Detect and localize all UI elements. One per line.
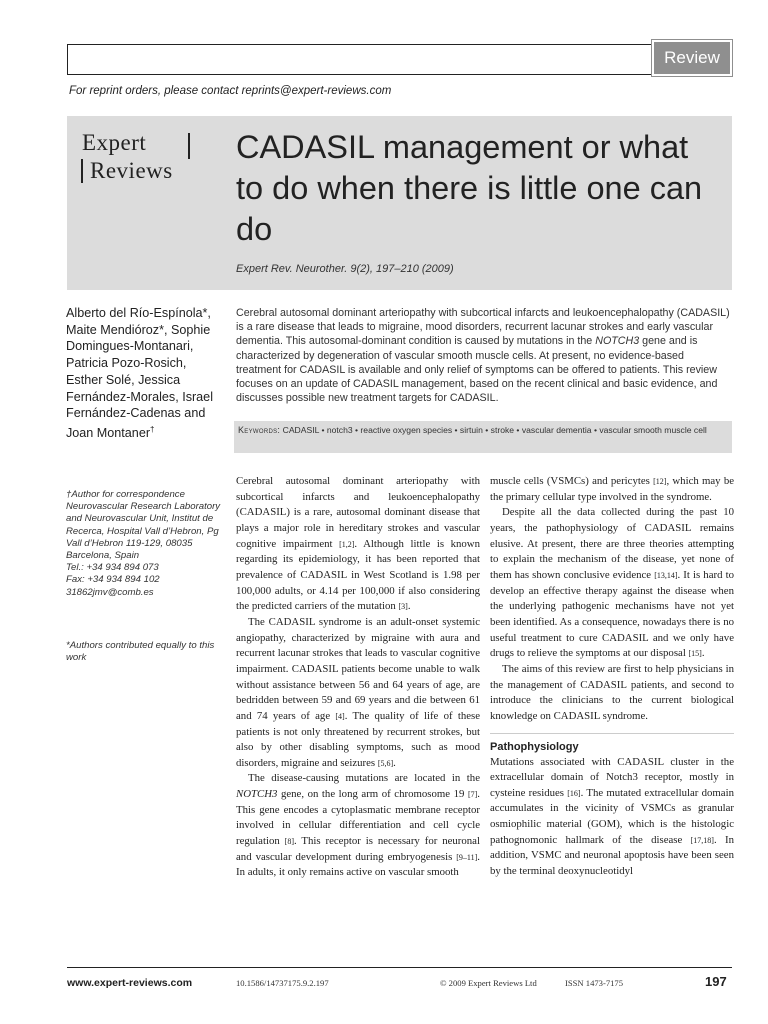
header-frame [67, 44, 732, 75]
keywords-box [234, 421, 732, 453]
author-email[interactable]: 31862jmv@comb.es [66, 586, 154, 598]
text: . This receptor is necessary for neuronal and vascular development during embryogenesis [236, 835, 480, 863]
paragraph [490, 474, 734, 505]
keywords-label: Keywords: [238, 425, 281, 435]
text: The CADASIL syndrome is an adult-onset systemic angiopathy, characterized by migraine with aura and recurrent lacunar strokes that leads to vascular cognitive impairment. CADASIL patients become unable to walk without assistance between 56 and 64 years of age, are bedridden between 59 and 69 years and die between 61 and 74 years of age [236, 615, 480, 722]
text: The disease-causing mutations are located in the [248, 772, 480, 785]
logo-bar-top [188, 133, 190, 159]
citation-ref: [9–11] [456, 852, 478, 862]
article-citation [236, 263, 454, 275]
footer-doi: 10.1586/14737175.9.2.197 [236, 978, 329, 988]
citation-ref: [17,18] [690, 835, 714, 845]
text: . In adults, it only remains active on vascular smooth [236, 850, 480, 879]
section-tab: Review [652, 40, 732, 76]
page-number: 197 [705, 974, 727, 989]
section-heading: Pathophysiology [490, 733, 734, 755]
author-tel: Tel.: +34 934 894 073 [66, 562, 159, 574]
text: Despite all the data collected during the past 10 years, the pathophysiology of CADASIL remains elusive. At present, there are three theories attempting to explain the mechanism of the disease, yet none of them has shown conclusive evidence [490, 506, 734, 581]
footer-issn: ISSN 1473-7175 [565, 978, 624, 988]
footer-url[interactable]: www.expert-reviews.com [67, 977, 193, 989]
citation-details: 9(2), 197–210 (2009) [347, 263, 454, 275]
journal-logo [80, 130, 200, 186]
citation-ref: [7] [467, 790, 478, 800]
logo-bar-bottom [81, 159, 83, 183]
paragraph: The aims of this review are first to help physicians in the management of CADASIL patients, and second to introduce the clinicians to the current biological knowledge on CADASIL syndrome. [490, 662, 734, 722]
paragraph [236, 615, 480, 772]
citation-ref: [12] [653, 477, 667, 486]
body-column-right [490, 474, 734, 880]
abstract [236, 306, 732, 405]
correspondence-dagger: † [150, 424, 155, 434]
paragraph [236, 771, 480, 881]
author-fax: Fax: +34 934 894 102 [66, 574, 160, 586]
logo-line-2 [90, 158, 173, 184]
text: . The quality of life of these patients is not only threatened by recurrent strokes, but also by other disabling symptoms, such as mood disorders, migraine and seizures [236, 709, 481, 769]
text: Cerebral autosomal dominant arteriopathy with subcortical infarcts and leukoencephalopathy (CADASIL) is a rare, autosomal dominant disease that plays a major role in hereditary strokes and vascular cognitive impairment [236, 475, 480, 550]
citation-ref: [5,6] [377, 758, 394, 768]
correspondence-address: †Author for correspondence Neurovascular Research Laboratory and Neurovascular Unit, Institut de Recerca, Hospital Vall d’Hebron, Pg Vall d’Hebron 119-129, 08035 Barcelona, Spain [66, 489, 221, 562]
paragraph [490, 505, 734, 662]
text: . The mutated extracellular domain accumulates in the vicinity of VSMCs as granular osmiophilic material (GOM), which is the histologic pathognomonic hallmark of the disease [490, 786, 735, 846]
text: . This gene encodes a cytoplasmatic membrane receptor involved in cellular differentiation and cell cycle regulation [236, 788, 480, 848]
paragraph [236, 474, 480, 615]
text: . [701, 647, 705, 660]
abstract-part-1: Cerebral autosomal dominant arteriopathy with subcortical infarcts and leukoencephalopathy (CADASIL) is a rare disease that leads to migraine, mood disorders, recurrent lacunar strokes and early vascular dementia. This autosomal-dominant condition is caused by mutations in the [236, 307, 730, 348]
author-names: Alberto del Río-Espínola*, Maite Mendióroz*, Sophie Domingues-Montanari, Patricia Pozo-Rosich, Esther Solé, Jessica Fernández-Morales, Israel Fernández-Cadenas and Joan Montaner [66, 306, 213, 441]
keywords-list: CADASIL • notch3 • reactive oxygen species • sirtuin • stroke • vascular dementia • vascular smooth muscle cell [282, 425, 707, 435]
citation-ref: [1,2] [339, 539, 355, 549]
abstract-part-2: gene and is characterized by degeneration of vascular smooth muscle cells. At present, no evidence-based treatment for CADASIL is available and only relief of symptoms can be offered to patients. This review focuses on an update of CADASIL management, based on the recent clinical and basic evidence, and discusses possible new treatment targets for CADASIL. [236, 335, 718, 405]
article-title: CADASIL management or what to do when there is little one can do [236, 129, 703, 247]
citation-ref: [4] [335, 711, 345, 721]
logo-line-1 [82, 130, 146, 156]
text: . In addition, VSMC and neuronal apoptosis have been seen by the terminal deoxynucleotidyl [490, 833, 734, 878]
text: . Although little is known regarding its epidemiology, it has been reported that prevalence of CADASIL in West Scotland is 1.98 per 100,000 adults, or 4.14 per 100,000 if also considering the predicted carriers of the mutation [236, 537, 480, 613]
text: Mutations associated with CADASIL cluster in the extracellular domain of Notch3 receptor, mostly in cysteine residues [490, 755, 734, 799]
logo-reviews: Reviews [90, 158, 173, 183]
citation-ref: [8] [284, 837, 294, 847]
citation-ref: [16] [567, 788, 581, 798]
text: . It is hard to develop an effective therapy against the disease when the underlying pathogenic mechanisms have not yet been identified. As a consequence, nowadays there is no useful treatment to cure CADASIL and we only have drugs to relieve the symptoms at our disposal [490, 568, 734, 660]
citation-ref: [15] [688, 649, 702, 659]
paragraph [490, 755, 734, 880]
body-column-left [236, 474, 480, 881]
reprint-note: For reprint orders, please contact reprints@expert-reviews.com [69, 85, 392, 97]
citation-ref: [13,14] [654, 570, 678, 580]
text: gene, on the long arm of chromosome 19 [277, 788, 468, 801]
gene-name: NOTCH3 [236, 788, 278, 801]
footer-copyright: © 2009 Expert Reviews Ltd [440, 978, 537, 988]
author-list [66, 305, 226, 442]
logo-expert: Expert [82, 130, 147, 155]
citation-ref: [3] [398, 602, 408, 612]
equal-contribution-note: *Authors contributed equally to this work [66, 640, 215, 664]
text: muscle cells (VSMCs) and pericytes [490, 475, 654, 487]
text: , which may be the primary cellular type involved in the syndrome. [490, 475, 735, 503]
text: . [393, 756, 396, 769]
footer-rule [67, 967, 732, 968]
author-affiliation [66, 489, 231, 599]
text: . [407, 600, 411, 613]
abstract-gene: NOTCH3 [595, 335, 640, 348]
citation-journal: Expert Rev. Neurother. [236, 263, 348, 275]
